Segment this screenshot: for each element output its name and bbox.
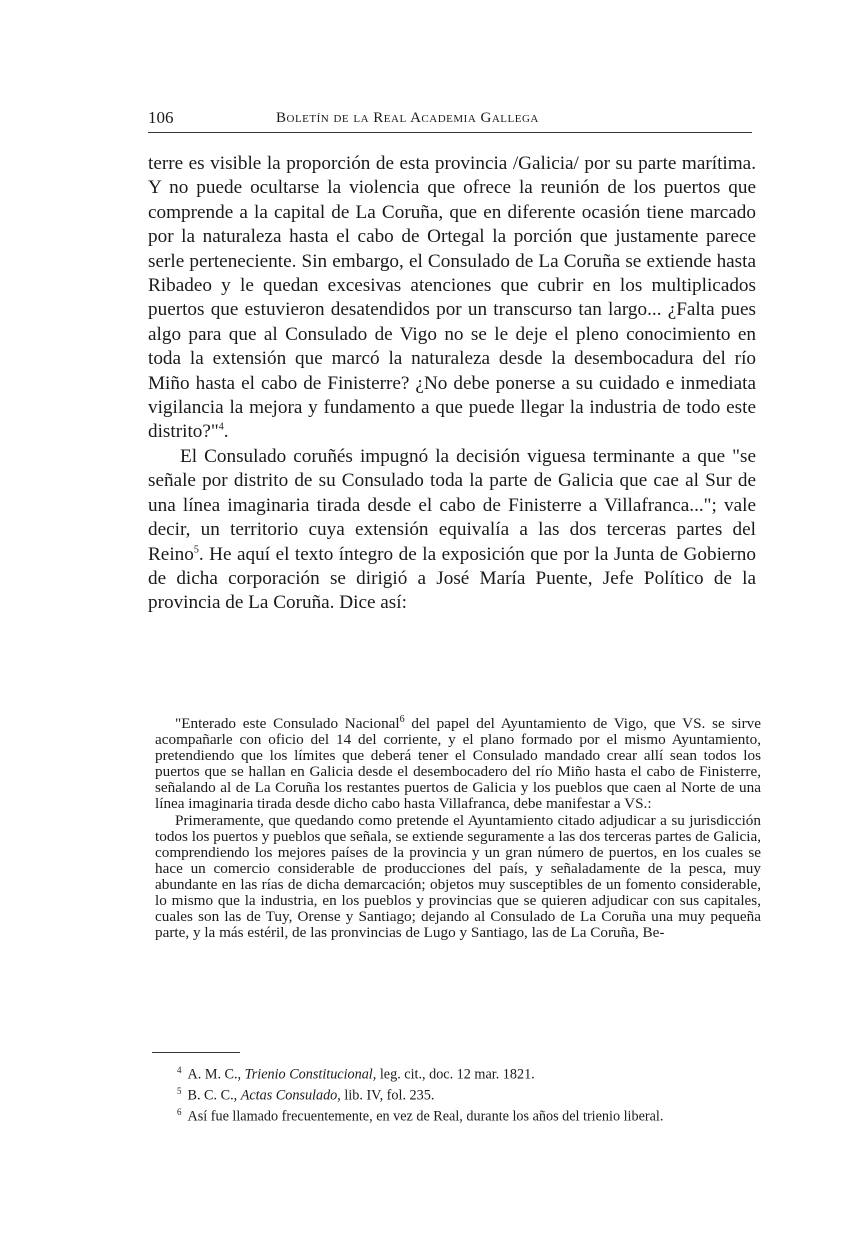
footnote-text: Así fue llamado frecuentemente, en vez de Real, durante los años del trienio liberal. xyxy=(187,1109,664,1126)
footnote-ref: 5 xyxy=(193,544,199,556)
footnote xyxy=(157,1104,762,1125)
footnote-text: B. C. C., xyxy=(187,1087,241,1104)
footnote-number: 6 xyxy=(177,1107,182,1118)
paragraph-text: . xyxy=(223,421,229,443)
page-number: 106 xyxy=(148,108,174,127)
footnote-title: Actas Consulado, xyxy=(240,1087,341,1104)
footnote xyxy=(157,1083,762,1104)
running-title: Boletín de la Real Academia Gallega xyxy=(276,110,539,126)
paragraph-text: El Consulado coruñés impugnó la decisión viguesa terminante a que "se señale por distrito de su Consulado toda la parte de Galicia que cae al Sur de una línea imaginaria tirada desde el cabo de Finisterre a Villafranca..."; vale decir, un territorio cuya extensión equivalía a las dos terceras partes del Reino xyxy=(148,445,756,565)
quote-text: del papel del Ayuntamiento de Vigo, que VS. se sirve acompañarle con oficio del 14 del corriente, y el plano formado por el mismo Ayuntamiento, pretendiendo que los límites que deberá tener el Consulado mandado crear allí sean todos los puertos que se hallan en Galicia desde el desembocadero del río Miño hasta el cabo de Finisterre, señalando al de La Coruña los restantes puertos de Galicia y los pueblos que caen al Norte de una línea imaginaria tirada desde dicho cabo hasta Villafranca, debe manifestar a VS.: xyxy=(155,715,761,813)
quote-text: "Enterado este Consulado Nacional xyxy=(175,715,400,732)
paragraph xyxy=(148,445,756,616)
footnote-title: Trienio Constitucional, xyxy=(244,1066,377,1083)
main-text xyxy=(148,152,756,616)
footnote-ref: 4 xyxy=(218,422,224,434)
footnote-ref: 6 xyxy=(399,713,405,725)
quote-paragraph: Primeramente, que quedando como pretende el Ayuntamiento citado adjudicar a su jurisdicción todos los puertos y pueblos que señala, se extiende seguramente a las dos terceras partes de Galicia, comprendiendo los mejores países de la provincia y un gran número de puertos, en los cuales se hace un comercio considerable de producciones del país, y señaladamente de la pesca, muy abundante en las rías de dicha demarcación; objetos muy susceptibles de un fomento considerable, lo mismo que la industria, en los pueblos y provincias que se quieren adjudicar con sus capitales, cuales son las de Tuy, Orense y Santiago; dejando al Consulado de La Coruña una muy pequeña parte, y la más estéril, de las pronvincias de Lugo y Santiago, las de La Coruña, Be- xyxy=(155,811,761,942)
footnote-number: 4 xyxy=(177,1065,182,1075)
footnote-number: 5 xyxy=(177,1086,182,1097)
footnote-text: lib. IV, fol. 235. xyxy=(340,1087,435,1104)
quote-paragraph xyxy=(155,713,761,813)
paragraph xyxy=(148,152,756,445)
footnote xyxy=(157,1062,762,1083)
page-header xyxy=(148,104,752,133)
footnote-divider xyxy=(152,1052,240,1053)
block-quote xyxy=(155,713,761,942)
paragraph-text: terre es visible la proporción de esta provincia /Galicia/ por su parte marítima. Y no puede ocultarse la violencia que ofrece la reunión de los puertos que comprende a la capital de La Coruña, que en diferente ocasión tiene marcado por la naturaleza hasta el cabo de Ortegal la porción que justamente parece serle perteneciente. Sin embargo, el Consulado de La Coruña se extiende hasta Ribadeo y le quedan excesivas atenciones que cubrir en los multiplicados puertos que estuvieron desatendidos por un transcurso tan largo... ¿Falta pues algo para que al Consulado de Vigo no se le deje el pleno conocimiento en toda la extensión que marcó la naturaleza desde la desembocadura del río Miño hasta el cabo de Finisterre? ¿No debe ponerse a su cuidado e inmediata vigilancia la mejora y fundamento a que puede llegar la industria de todo este distrito?" xyxy=(148,153,756,443)
footnotes xyxy=(157,1062,762,1125)
paragraph-text: . He aquí el texto íntegro de la exposición que por la Junta de Gobierno de dicha corporación se dirigió a José María Puente, Jefe Político de la provincia de La Coruña. Dice así: xyxy=(148,543,756,614)
footnote-text: A. M. C., xyxy=(187,1066,245,1083)
footnote-text: leg. cit., doc. 12 mar. 1821. xyxy=(376,1066,535,1083)
